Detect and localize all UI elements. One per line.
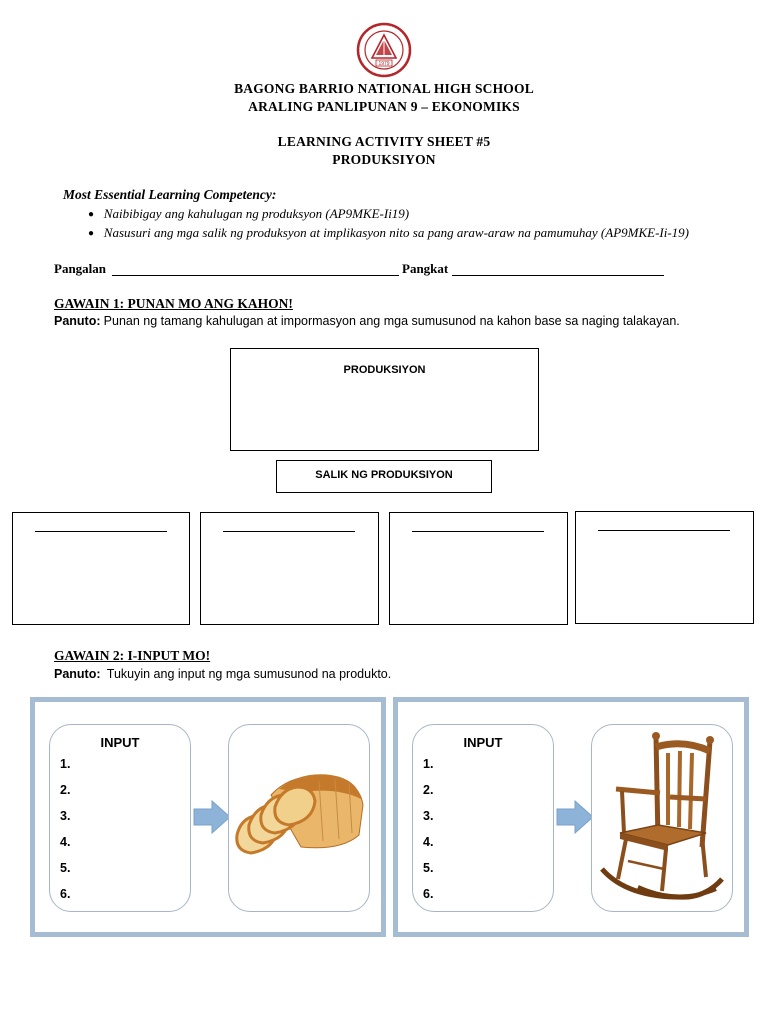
topic-title: PRODUKSIYON xyxy=(332,152,436,167)
input-number: 6. xyxy=(423,887,434,901)
input-list-box[interactable] xyxy=(412,724,554,912)
salik-label: SALIK NG PRODUKSIYON xyxy=(315,469,453,481)
input-number: 6. xyxy=(60,887,71,901)
seal-icon xyxy=(356,22,412,78)
product-box xyxy=(591,724,733,912)
gawain2-instructions: Panuto: Tukuyin ang input ng mga sumusunod na produkto. xyxy=(54,667,392,681)
gawain1-title: GAWAIN 1: PUNAN MO ANG KAHON! xyxy=(54,296,293,311)
sheet-title: LEARNING ACTIVITY SHEET #5 xyxy=(277,134,491,149)
svg-text:1979: 1979 xyxy=(378,61,390,67)
school-seal xyxy=(356,22,412,78)
gawain2-title: GAWAIN 2: I-INPUT MO! xyxy=(54,648,211,663)
competency-item: ● Nasusuri ang mga salik ng produksyon at implikasyon nito sa pang araw-araw na pamumuhay (AP9MKE-Ii-19) xyxy=(88,225,690,240)
competency-item: ● Naibibigay ang kahulugan ng produksyon (AP9MKE-Ii19) xyxy=(88,206,410,221)
bread-icon xyxy=(231,765,369,865)
subject-title: ARALING PANLIPUNAN 9 – EKONOMIKS xyxy=(248,99,520,114)
section-label: Pangkat xyxy=(402,261,449,276)
factor-line[interactable] xyxy=(223,531,355,532)
input-number: 1. xyxy=(60,757,71,771)
gawain1-instructions: Panuto: Punan ng tamang kahulugan at impormasyon ang mga sumusunod na kahon base sa naging talakayan. xyxy=(54,314,680,328)
input-title: INPUT xyxy=(463,735,503,750)
name-field[interactable] xyxy=(112,275,399,276)
input-list-box[interactable] xyxy=(49,724,191,912)
input-number: 4. xyxy=(60,835,71,849)
factor-line[interactable] xyxy=(35,531,167,532)
input-number: 5. xyxy=(423,861,434,875)
input-number: 2. xyxy=(423,783,434,797)
input-number: 3. xyxy=(60,809,71,823)
factor-line[interactable] xyxy=(412,531,544,532)
input-panel-bread xyxy=(30,697,386,937)
factor-box[interactable] xyxy=(200,512,379,625)
competency-label: Most Essential Learning Competency: xyxy=(63,187,277,202)
rocking-chair-icon xyxy=(598,729,728,909)
produksiyon-box-label: PRODUKSIYON xyxy=(343,364,426,376)
school-name: BAGONG BARRIO NATIONAL HIGH SCHOOL xyxy=(234,81,534,96)
factor-box[interactable] xyxy=(389,512,568,625)
name-label: Pangalan xyxy=(54,261,107,276)
input-number: 5. xyxy=(60,861,71,875)
arrow-right-icon xyxy=(555,799,595,835)
input-number: 1. xyxy=(423,757,434,771)
input-number: 3. xyxy=(423,809,434,823)
factor-box[interactable] xyxy=(12,512,190,625)
input-panel-chair xyxy=(393,697,749,937)
arrow-right-icon xyxy=(192,799,232,835)
section-field[interactable] xyxy=(452,275,664,276)
produksiyon-box[interactable] xyxy=(230,348,539,451)
salik-box xyxy=(276,460,492,493)
product-box xyxy=(228,724,370,912)
factor-line[interactable] xyxy=(598,530,730,531)
input-title: INPUT xyxy=(100,735,140,750)
factor-box[interactable] xyxy=(575,511,754,624)
input-number: 4. xyxy=(423,835,434,849)
input-number: 2. xyxy=(60,783,71,797)
